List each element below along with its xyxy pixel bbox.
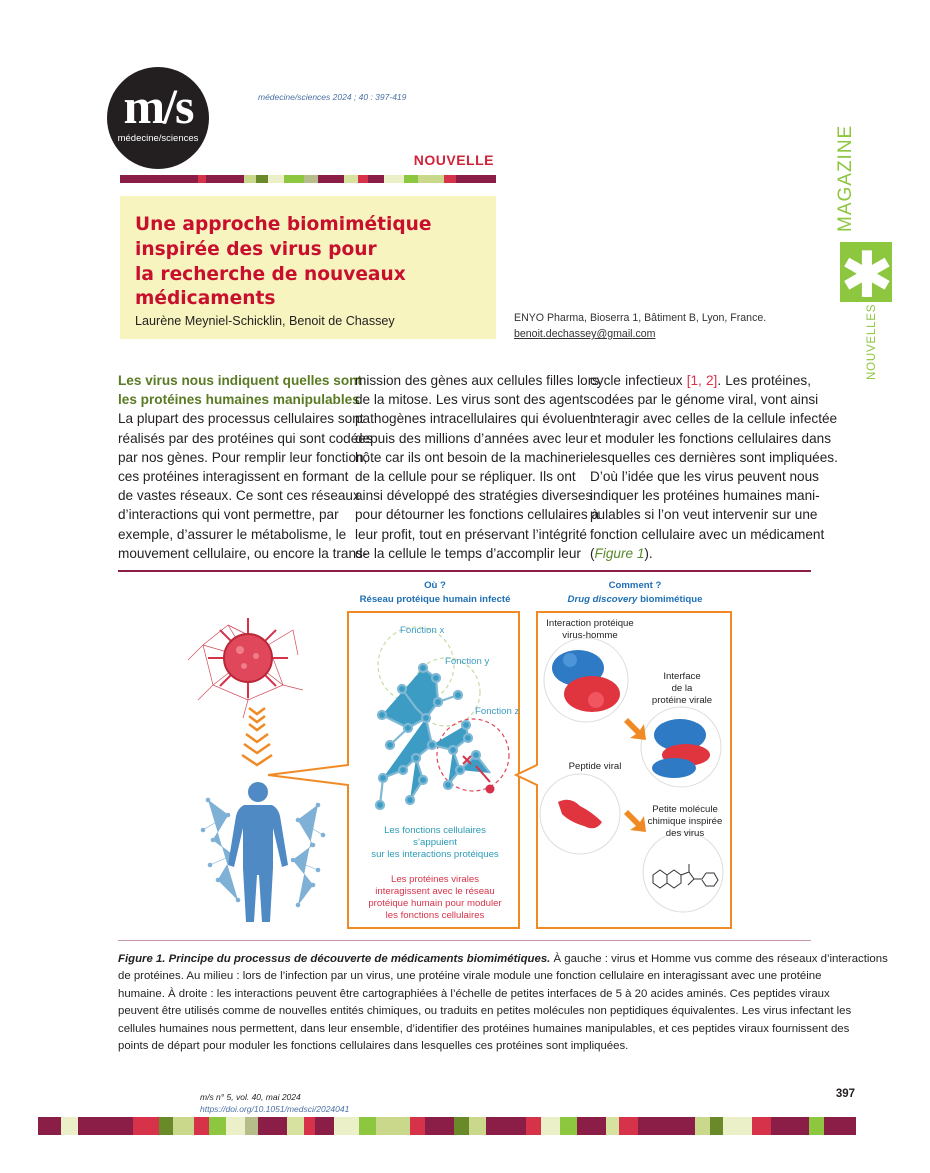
section-heading: Les virus nous indiquent quelles sont [118, 373, 362, 388]
title-line: Une approche biomimétique [135, 214, 432, 235]
figure-middle-question: Où ? [424, 580, 446, 591]
note-line: Les fonctions cellulaires [384, 825, 486, 836]
figure-right-title-rest: biomimétique [637, 594, 703, 605]
top-color-bar [120, 175, 496, 183]
body-line: de la cellule le temps d’accomplir leur [355, 545, 581, 561]
note-line: interagissent avec le réseau [375, 886, 495, 897]
caption-line: points de départ pour moduler les fonctions cellulaires dans lesquelles ces protéines sont impliquées. [118, 1040, 629, 1053]
body-line [590, 371, 811, 390]
interaction-structure [544, 638, 628, 722]
body-line: exemple, d’assurer le métabolisme, le [118, 526, 347, 542]
label-line: des virus [665, 828, 705, 839]
author-email[interactable]: benoit.dechassey@gmail.com [514, 328, 656, 340]
article-authors: Laurène Meyniel-Schicklin, Benoit de Chassey [135, 314, 395, 328]
caption-line: humaine. À droite : les interactions peuvent être cartographiées à l’échelle de petites interfaces de 5 à 20 acides aminés. Ces peptides viraux [118, 987, 830, 1000]
body-line: D’où l’idée que les virus peuvent nous [590, 469, 819, 485]
small-molecule-structure [643, 832, 723, 912]
interface-structure [641, 707, 721, 787]
body-line [590, 544, 811, 563]
caption-line [118, 951, 888, 968]
body-text: cycle infectieux [590, 373, 687, 388]
label-line: protéine virale [651, 695, 713, 706]
body-line: et moduler les fonctions cellulaires dans [590, 430, 832, 446]
section-heading: les protéines humaines manipulables [118, 392, 360, 408]
note-line: s’appuient [413, 837, 457, 848]
chevron-down-icon [242, 708, 272, 765]
body-line: de la mitose. Les virus sont des agents [355, 392, 590, 408]
note-viral-proteins [350, 874, 520, 922]
function-y-label: Fonction y [445, 656, 490, 667]
caption-rule [118, 940, 811, 941]
reference-link[interactable]: [1, 2] [686, 373, 718, 388]
logo-main-text: m/s [123, 78, 193, 134]
label-line: Interface [663, 671, 701, 682]
body-line: depuis des millions d’années avec leur [355, 430, 588, 446]
body-line: hôte car ils ont besoin de la machinerie [355, 449, 591, 465]
issue-info: m/s n° 5, vol. 40, mai 2024 [200, 1092, 301, 1102]
peptide-structure [540, 774, 620, 854]
label-line: virus-homme [562, 630, 618, 641]
title-line: la recherche de nouveaux [135, 263, 406, 285]
label-line: Interaction protéique [546, 618, 634, 629]
virus-icon [208, 618, 288, 698]
body-line: réalisés par des protéines qui sont codées [118, 430, 373, 446]
figure-top-rule [118, 570, 811, 572]
body-text: ). [644, 545, 653, 561]
body-line: mission des gènes aux cellules filles lors [355, 373, 600, 388]
label-small-molecule [640, 804, 730, 840]
caption-text: À gauche : virus et Homme vus comme des réseaux d’interactions [550, 953, 888, 965]
body-line: interagir avec celles de la cellule infectée [590, 411, 838, 427]
function-x-label: Fonction x [400, 625, 445, 636]
function-z-label: Fonction z [475, 706, 520, 717]
body-line: codées par le génome viral, vont ainsi [590, 392, 819, 408]
body-line: ces protéines interagissent en formant [118, 469, 349, 485]
figure-right-title-italic: Drug discovery [567, 594, 638, 605]
asterisk-icon: ✱ [840, 239, 894, 311]
caption-line: cellules humaines nous permettent, dans leur ensemble, d’identifier des protéines humaines manipulables, et ces peptides viraux fournissent des [118, 1022, 850, 1035]
title-line: médicaments [135, 288, 276, 310]
body-line: pathogènes intracellulaires qui évoluent [355, 411, 594, 427]
doi-link[interactable]: https://doi.org/10.1051/medsci/2024041 [200, 1104, 350, 1114]
note-cellular-functions [350, 825, 520, 861]
body-line: leur profit, tout en préservant l’intégrité [355, 526, 587, 542]
body-column-1 [118, 371, 373, 563]
note-line: Les protéines virales [391, 874, 479, 885]
label-interface [642, 671, 722, 707]
body-column-2 [355, 371, 600, 563]
figure-caption [118, 951, 888, 1055]
bottom-color-bar [38, 1117, 856, 1135]
body-line: pour détourner les fonctions cellulaires à [355, 507, 600, 523]
note-line: sur les interactions protéiques [371, 849, 499, 860]
body-line: La plupart des processus cellulaires sont [118, 411, 364, 427]
logo-sub-text: médecine/sciences [117, 133, 199, 144]
body-line: mouvement cellulaire, ou encore la trans- [118, 545, 368, 561]
side-nouvelles-label: NOUVELLES [866, 303, 878, 380]
note-line: les fonctions cellulaires [385, 910, 485, 921]
section-label: NOUVELLE [413, 152, 494, 168]
caption-bold: Figure 1. Principe du processus de découverte de médicaments biomimétiques. [118, 953, 551, 965]
page-number: 397 [835, 1088, 855, 1100]
journal-logo [107, 67, 209, 169]
caption-line: de protéines. Au milieu : lors de l’infection par un virus, une protéine virale module une fonction cellulaire en interagissant avec une protéine [118, 970, 822, 983]
body-line: d’interactions qui vont permettre, par [118, 507, 339, 523]
figure-link[interactable]: Figure 1 [594, 545, 645, 561]
body-line: fonction cellulaire avec un médicament [590, 526, 825, 542]
body-line: de la cellule pour se répliquer. Ils ont [355, 469, 576, 485]
label-interaction [535, 618, 645, 642]
body-line: pulables si l’on veut intervenir sur une [590, 507, 818, 523]
label-line: chimique inspirée [647, 816, 723, 827]
body-line: ainsi développé des stratégies diverses [355, 488, 593, 504]
figure-right-question: Comment ? [608, 580, 662, 591]
note-line: protéique humain pour moduler [368, 898, 502, 909]
caption-line: peuvent être utilisés comme de nouvelles entités chimiques, ou traduits en petites molécules non peptidiques équivalentes. Les virus infectant les [118, 1005, 852, 1018]
title-line: inspirée des virus pour [135, 238, 377, 260]
body-text: . Les protéines, [717, 373, 812, 388]
article-title [135, 213, 431, 312]
journal-citation: médecine/sciences 2024 ; 40 : 397-419 [258, 92, 407, 102]
body-line: par nos gènes. Pour remplir leur fonction, [118, 449, 368, 465]
label-line: Petite molécule [652, 804, 718, 815]
affiliation: ENYO Pharma, Bioserra 1, Bâtiment B, Lyon, France. [514, 312, 767, 324]
label-line: de la [671, 683, 693, 694]
body-text: ( [590, 545, 595, 561]
body-column-3 [590, 371, 838, 563]
side-magazine-label: MAGAZINE [835, 124, 856, 232]
body-line: indiquer les protéines humaines mani- [590, 488, 820, 504]
figure-middle-title: Réseau protéique humain infecté [359, 594, 511, 605]
label-peptide: Peptide viral [568, 761, 622, 772]
body-line: de vastes réseaux. Ce sont ces réseaux [118, 488, 360, 504]
body-line: lesquelles ces dernières sont impliquées. [590, 449, 838, 465]
